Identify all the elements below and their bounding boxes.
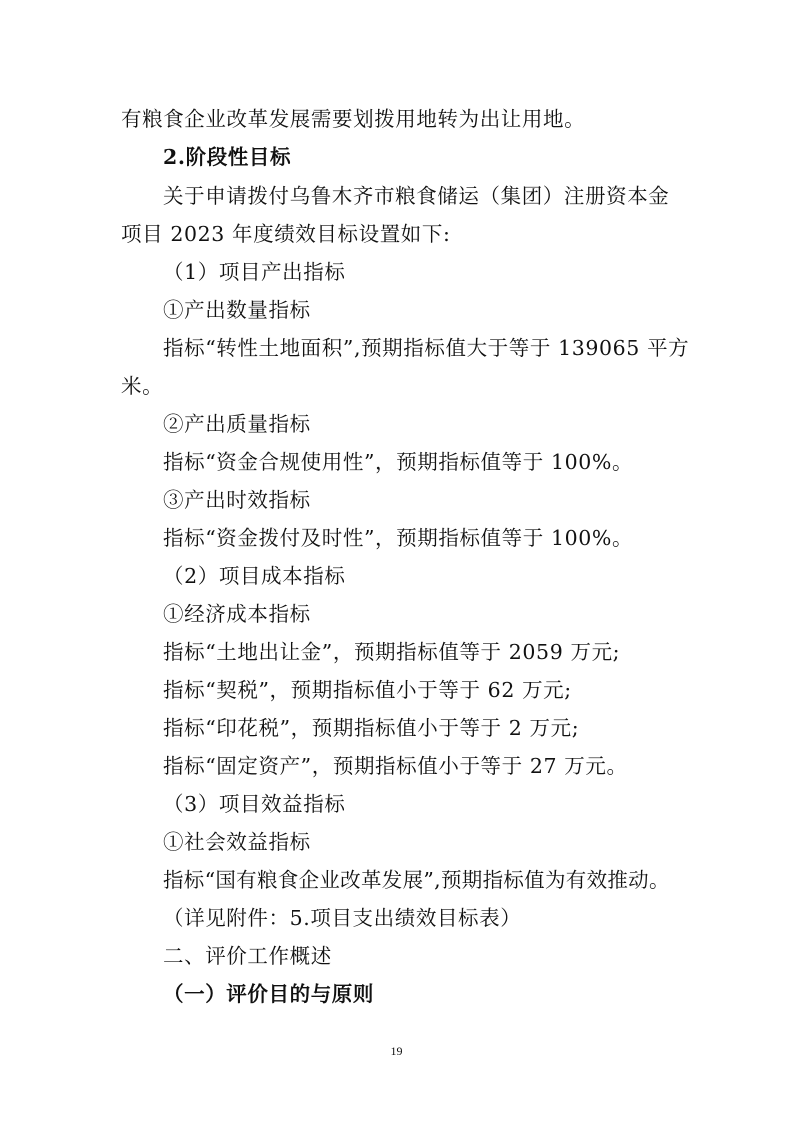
text-line: 有粮食企业改革发展需要划拨用地转为出让用地。 [121,107,586,131]
text-line: 指标“契税”，预期指标值小于等于 62 万元; [163,678,572,702]
subheading: ①经济成本指标 [163,602,311,626]
text-line: 指标“转性土地面积”,预期指标值大于等于 139065 平方 [163,336,690,360]
text-line: 项目 2023 年度绩效目标设置如下: [121,222,451,246]
text-line: 指标“国有粮食企业改革发展”,预期指标值为有效推动。 [163,868,670,892]
text-line: 指标“印花税”，预期指标值小于等于 2 万元; [163,716,580,740]
section-heading: 二、评价工作概述 [163,944,332,968]
subheading: （2）项目成本指标 [163,564,346,588]
text-line: 指标“固定资产”，预期指标值小于等于 27 万元。 [163,754,628,778]
subheading: ②产出质量指标 [163,412,311,436]
subheading: ①产出数量指标 [163,298,311,322]
text-line: 指标“资金拨付及时性”，预期指标值等于 100%。 [163,526,634,550]
section-heading: （一）评价目的与原则 [163,982,374,1006]
subheading: （3）项目效益指标 [163,792,346,816]
subheading: （1）项目产出指标 [163,260,346,284]
text-line: 米。 [121,374,164,398]
text-line: 指标“资金合规使用性”，预期指标值等于 100%。 [163,450,634,474]
section-heading: 2.阶段性目标 [163,145,292,169]
text-line: 关于申请拨付乌鲁木齐市粮食储运（集团）注册资本金 [163,184,670,208]
subheading: ③产出时效指标 [163,488,311,512]
subheading: ①社会效益指标 [163,830,311,854]
page-number: 19 [390,1044,403,1058]
text-line: 指标“土地出让金”，预期指标值等于 2059 万元; [163,640,621,664]
text-line: （详见附件：5.项目支出绩效目标表） [163,906,522,930]
